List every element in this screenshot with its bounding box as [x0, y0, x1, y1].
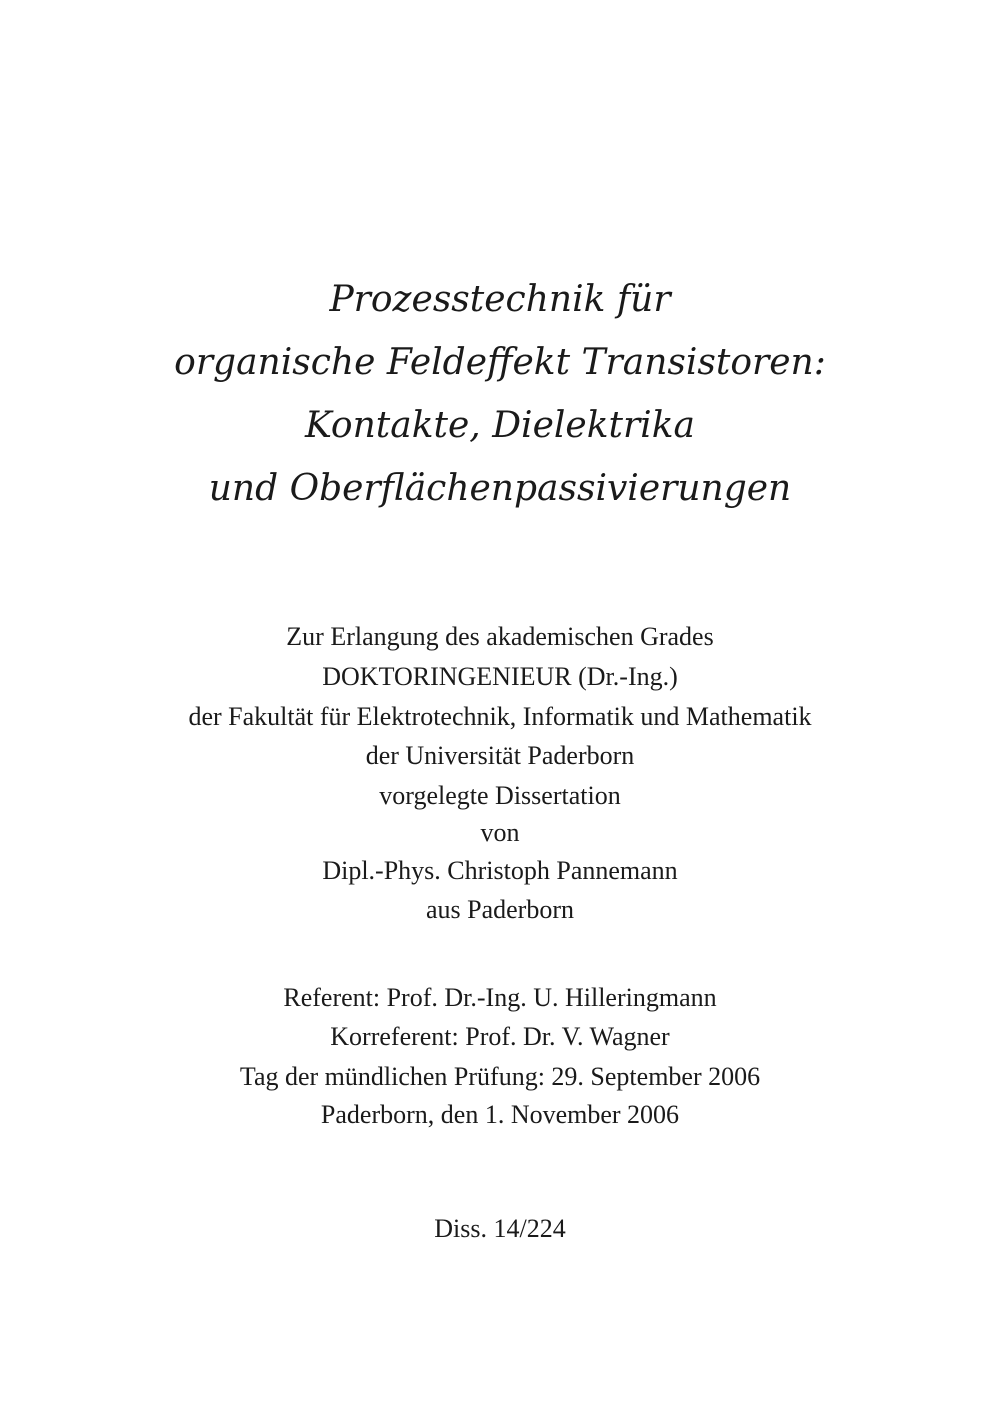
thesis-title-line-3: Kontakte, Dielektrika	[305, 405, 695, 446]
author-name: Dipl.-Phys. Christoph Pannemann	[322, 856, 678, 885]
degree-purpose: Zur Erlangung des akademischen Grades	[286, 622, 714, 651]
thesis-title-line-1: Prozesstechnik für	[329, 279, 671, 320]
university: der Universität Paderborn	[365, 741, 635, 770]
place-date: Paderborn, den 1. November 2006	[320, 1100, 680, 1129]
referent: Referent: Prof. Dr.-Ing. U. Hilleringmann	[283, 983, 717, 1012]
dissertation-number: Diss. 14/224	[434, 1214, 566, 1243]
thesis-title-line-4: und Oberflächenpassivierungen	[208, 468, 792, 509]
thesis-title-line-2: organische Feldeffekt Transistoren:	[174, 342, 826, 383]
exam-date: Tag der mündlichen Prüfung: 29. September 2006	[239, 1062, 761, 1091]
korreferent: Korreferent: Prof. Dr. V. Wagner	[330, 1022, 670, 1051]
author-origin: aus Paderborn	[425, 895, 574, 924]
degree-name: DOKTORINGENIEUR (Dr.-Ing.)	[322, 662, 678, 691]
faculty: der Fakultät für Elektrotechnik, Informatik und Mathematik	[188, 702, 812, 731]
by-label: von	[480, 818, 520, 847]
submission-note: vorgelegte Dissertation	[379, 781, 621, 810]
